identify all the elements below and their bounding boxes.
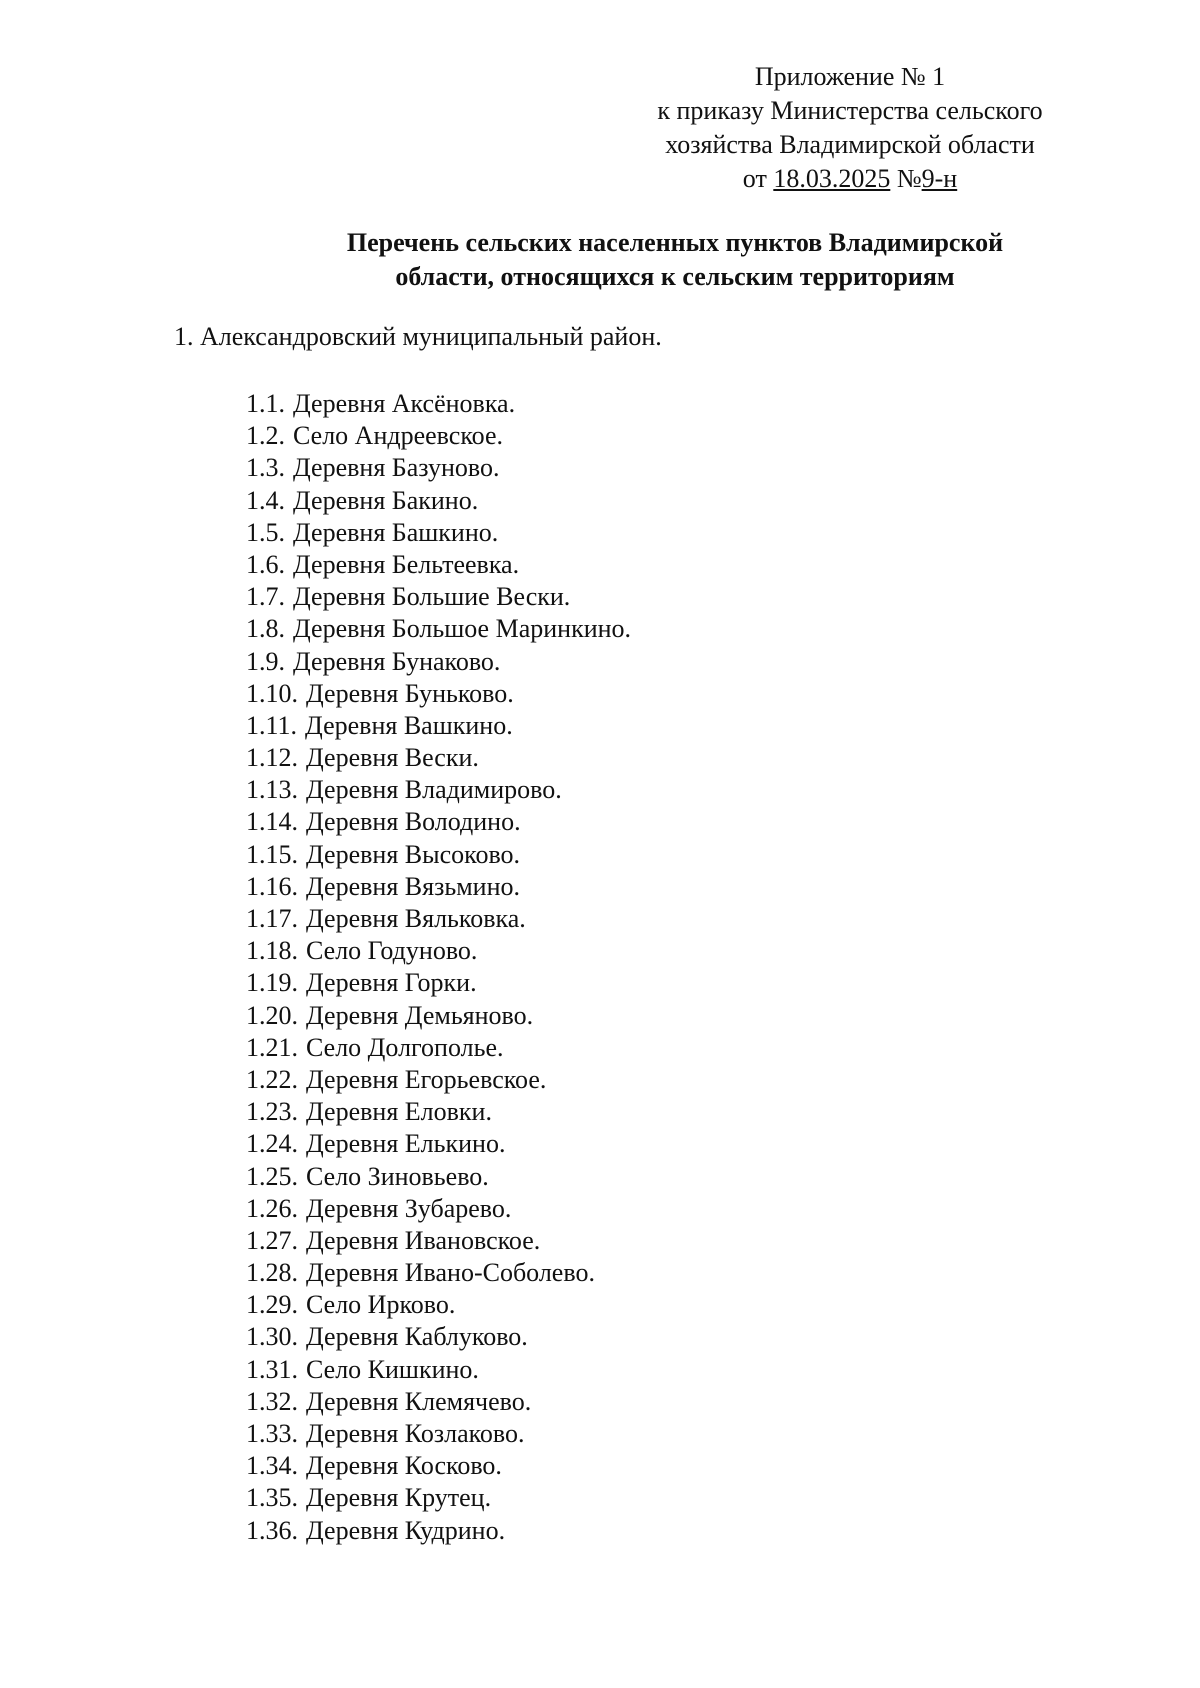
list-item <box>246 1515 631 1547</box>
settlement-name: Деревня Бунаково. <box>293 646 501 676</box>
settlement-name: Деревня Высоково. <box>306 839 521 869</box>
item-number: 1.11. <box>246 710 298 740</box>
item-number: 1.25. <box>246 1161 298 1191</box>
list-item <box>246 1321 631 1353</box>
settlement-name: Деревня Кудрино. <box>306 1515 506 1545</box>
list-item <box>246 1225 631 1257</box>
settlement-name: Деревня Ивано-Соболево. <box>306 1258 595 1288</box>
item-number: 1.31. <box>246 1354 298 1384</box>
list-item <box>246 1193 631 1225</box>
settlement-name: Деревня Елькино. <box>306 1129 506 1159</box>
item-number: 1.7. <box>246 582 285 612</box>
item-number: 1.23. <box>246 1097 298 1127</box>
list-item <box>246 839 631 871</box>
settlement-name: Деревня Горки. <box>306 968 477 998</box>
list-item <box>246 485 631 517</box>
item-number: 1.29. <box>246 1290 298 1320</box>
appendix-number: Приложение № 1 <box>754 62 946 91</box>
item-number: 1.32. <box>246 1386 298 1416</box>
appendix-order-ref: к приказу Министерства сельского <box>657 96 1043 125</box>
list-item <box>246 1386 631 1418</box>
settlement-name: Деревня Большое Маринкино. <box>293 614 632 644</box>
list-item <box>246 420 631 452</box>
item-number: 1.27. <box>246 1225 298 1255</box>
list-item <box>246 1096 631 1128</box>
settlement-name: Деревня Демьяново. <box>306 1000 534 1030</box>
list-item <box>246 1000 631 1032</box>
list-item <box>246 742 631 774</box>
list-item <box>246 935 631 967</box>
appendix-ministry: хозяйства Владимирской области <box>665 130 1035 159</box>
item-number: 1.36. <box>246 1515 298 1545</box>
list-item <box>246 1289 631 1321</box>
item-number: 1.22. <box>246 1064 298 1094</box>
list-item <box>246 388 631 420</box>
item-number: 1.16. <box>246 871 298 901</box>
list-item <box>246 774 631 806</box>
item-number: 1.8. <box>246 614 285 644</box>
item-number: 1.3. <box>246 453 285 483</box>
list-item <box>246 517 631 549</box>
list-item <box>246 967 631 999</box>
item-number: 1.1. <box>246 389 285 418</box>
settlement-name: Деревня Буньково. <box>306 678 514 708</box>
settlement-name: Деревня Крутец. <box>306 1483 492 1513</box>
settlement-name: Деревня Зубарево. <box>306 1193 512 1223</box>
document-title <box>290 226 1060 294</box>
item-number: 1.9. <box>246 646 285 676</box>
item-number: 1.34. <box>246 1451 298 1481</box>
settlement-name: Село Андреевское. <box>293 421 504 451</box>
list-item <box>246 1418 631 1450</box>
list-item <box>246 806 631 838</box>
item-number: 1.4. <box>246 485 285 515</box>
list-item <box>246 678 631 710</box>
item-number: 1.21. <box>246 1032 298 1062</box>
settlement-name: Село Ирково. <box>306 1290 456 1320</box>
settlement-name: Село Долгополье. <box>306 1032 504 1062</box>
list-item <box>246 549 631 581</box>
item-number: 1.26. <box>246 1193 298 1223</box>
item-number: 1.20. <box>246 1000 298 1030</box>
settlement-name: Деревня Аксёновка. <box>293 389 516 418</box>
list-item <box>246 903 631 935</box>
item-number: 1.12. <box>246 743 298 773</box>
item-number: 1.6. <box>246 549 285 579</box>
appendix-date-line <box>600 162 1100 196</box>
item-number: 1.33. <box>246 1419 298 1448</box>
date-prefix: от <box>742 164 767 193</box>
settlement-name: Деревня Базуново. <box>293 453 500 483</box>
settlement-name: Село Кишкино. <box>306 1354 479 1384</box>
item-number: 1.15. <box>246 839 298 869</box>
settlement-name: Деревня Клемячево. <box>306 1386 532 1416</box>
item-number: 1.13. <box>246 775 298 805</box>
settlement-name: Деревня Володино. <box>306 807 521 837</box>
settlement-list <box>246 388 631 1547</box>
item-number: 1.24. <box>246 1129 298 1159</box>
settlement-name: Деревня Башкино. <box>293 517 499 547</box>
list-item <box>246 871 631 903</box>
order-number: 9-н <box>921 164 958 193</box>
list-item <box>246 1482 631 1514</box>
settlement-name: Деревня Еловки. <box>306 1097 492 1127</box>
settlement-name: Деревня Ивановское. <box>306 1225 541 1255</box>
settlement-name: Деревня Вашкино. <box>305 710 513 740</box>
settlement-name: Деревня Владимирово. <box>306 775 562 805</box>
title-line-1: Перечень сельских населенных пунктов Владимирской <box>346 228 1004 257</box>
list-item <box>246 1257 631 1289</box>
settlement-name: Деревня Вески. <box>306 743 479 773</box>
item-number: 1.2. <box>246 421 285 451</box>
list-item <box>246 1161 631 1193</box>
item-number: 1.17. <box>246 904 298 933</box>
item-number: 1.14. <box>246 807 298 837</box>
list-item <box>246 1354 631 1386</box>
list-item <box>246 710 631 742</box>
settlement-name: Деревня Большие Вески. <box>293 582 571 612</box>
settlement-name: Деревня Козлаково. <box>306 1419 525 1448</box>
settlement-name: Деревня Вяльковка. <box>306 904 526 933</box>
item-number: 1.18. <box>246 936 298 966</box>
settlement-name: Деревня Бельтеевка. <box>293 549 520 579</box>
order-date: 18.03.2025 <box>773 164 891 193</box>
list-item <box>246 452 631 484</box>
item-number: 1.19. <box>246 968 298 998</box>
appendix-header <box>600 60 1100 196</box>
section-heading: 1. Александровский муниципальный район. <box>174 322 662 351</box>
list-item <box>246 581 631 613</box>
settlement-name: Деревня Каблуково. <box>306 1322 528 1352</box>
settlement-name: Село Годуново. <box>306 936 478 966</box>
settlement-name: Деревня Косково. <box>306 1451 502 1481</box>
list-item <box>246 1450 631 1482</box>
number-sign: № <box>896 164 922 193</box>
item-number: 1.30. <box>246 1322 298 1352</box>
list-item <box>246 646 631 678</box>
list-item <box>246 1128 631 1160</box>
title-line-2: области, относящихся к сельским территориям <box>395 262 955 291</box>
list-item <box>246 1064 631 1096</box>
item-number: 1.10. <box>246 678 298 708</box>
list-item <box>246 613 631 645</box>
item-number: 1.5. <box>246 517 285 547</box>
item-number: 1.28. <box>246 1258 298 1288</box>
settlement-name: Село Зиновьево. <box>306 1161 489 1191</box>
item-number: 1.35. <box>246 1483 298 1513</box>
settlement-name: Деревня Егорьевское. <box>306 1064 547 1094</box>
settlement-name: Деревня Вязьмино. <box>306 871 520 901</box>
list-item <box>246 1032 631 1064</box>
settlement-name: Деревня Бакино. <box>293 485 479 515</box>
